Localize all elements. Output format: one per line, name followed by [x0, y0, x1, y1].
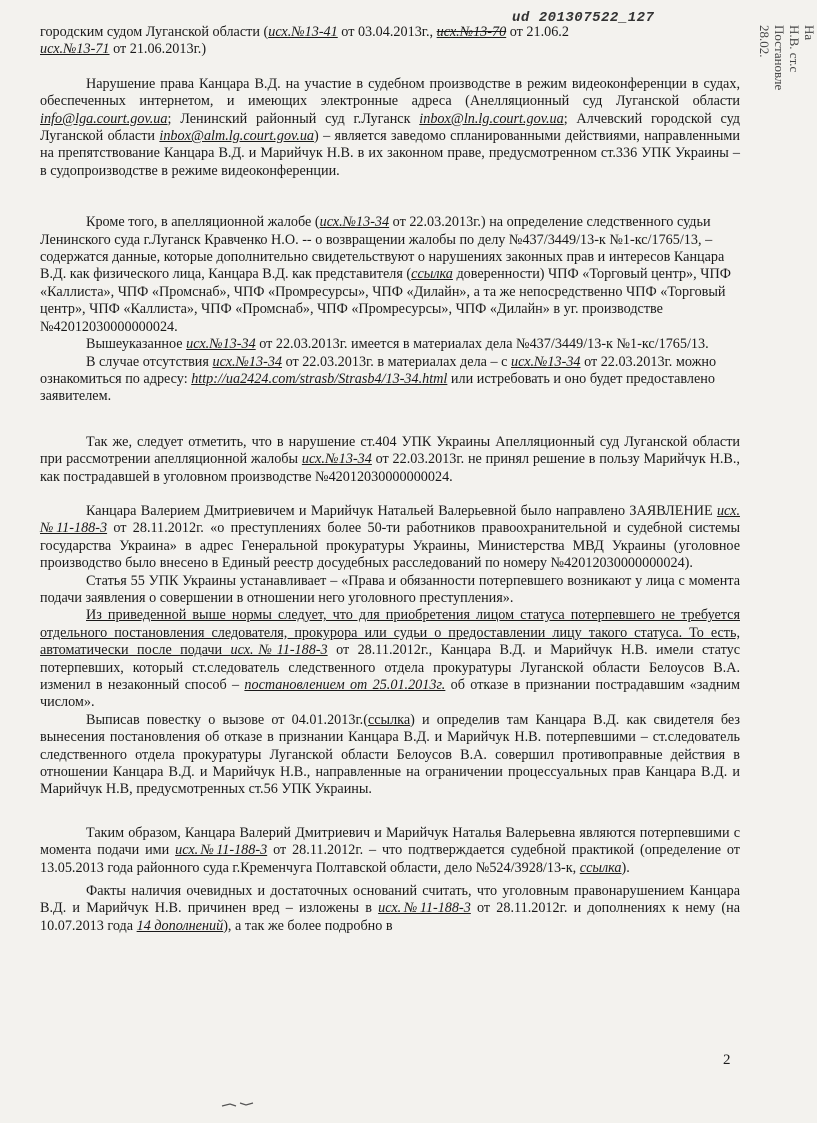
- paragraph-8: Статья 55 УПК Украины устанавливает – «Права и обязанности потерпевшего возникают у лица с момента подачи заявления о совершении в отношении него уголовного преступления».: [40, 572, 740, 606]
- paragraph-7: Канцара Валерием Дмитриевичем и Марийчук Натальей Валерьевной было направлено ЗАЯВЛЕНИЕ исх.№11-188-3 от 28.11.2012г. «о преступлениях более 50-ти работников правоохранительной и судебной системы государства Украина» в адрес Генеральной прокуратуры Украины, Министерства МВД Украины (уголовное производство было внесено в Единый реестр досудебных расследований по номеру №42012030000000024).: [40, 502, 740, 572]
- paragraph-5: В случае отсутствия исх.№13-34 от 22.03.2013г. в материалах дела – с исх.№13-34 от 22.03.2013г. можно ознакомиться по адресу: http://ua2424.com/strasb/Strasb4/13-34.html или истребовать и оно будет предоставлено заявителем.: [40, 353, 717, 405]
- reference-link[interactable]: исх.№11-188-3: [40, 502, 740, 537]
- reference-link[interactable]: исх.№13-34: [301, 451, 372, 468]
- reference-link[interactable]: 14 дополнений: [136, 917, 224, 934]
- margin-text-line: Нa: [802, 25, 817, 41]
- reference-link[interactable]: исх.№13-34: [212, 353, 283, 370]
- email-link[interactable]: inbox@alm.lg.court.gov.ua: [159, 128, 315, 145]
- reference-link[interactable]: исх.№13-34: [319, 214, 390, 231]
- paragraph-1: городским судом Луганской области (исх.№13-41 от 03.04.2013г., исх.№13-70 от 21.06.2 исх.№13-71 от 21.06.2013г.): [40, 24, 569, 58]
- reference-link[interactable]: исх.№13-34: [510, 353, 581, 370]
- paragraph-9: Из приведенной выше нормы следует, что для приобретения лицом статуса потерпевшего не требуется отдельного постановления следователя, прокурора или судьи о предоставлении лицу такого статуса. То есть, автоматически после подачи исх.№11-188-3 от 28.11.2012г., Канцара В.Д. и Марийчук Н.В. имели статус потерпевших, который ст.следователь следственного отдела прокуратуры Луганской области Белоусов В.А. изменил в незаконный способ – постановлением от 25.01.2013г. об отказе в признании пострадавшим «задним числом».: [40, 607, 740, 711]
- reference-link[interactable]: исх.№11-188-3: [378, 900, 471, 917]
- reference-link[interactable]: исх.№11-188-3: [175, 842, 268, 859]
- email-link[interactable]: info@lga.court.gov.ua: [40, 110, 168, 127]
- url-link[interactable]: http://ua2424.com/strasb/Strasb4/13-34.html: [191, 370, 448, 387]
- paragraph-12: Факты наличия очевидных и достаточных оснований считать, что уголовным правонарушением Канцара В.Д. и Марийчук Н.В. причинен вред – изложены в исх.№11-188-3 от 28.11.2012г. и дополнениях к нему (на 10.07.2013 года 14 дополнений), а так же более подробно в: [40, 883, 740, 934]
- page-number: 2: [723, 1052, 731, 1068]
- paragraph-10: Выписав повестку о вызове от 04.01.2013г.(ссылка) и определив там Канцара В.Д. как свидетеля без вынесения постановления об отказе в признании Канцара В.Д. и Марийчук Н.В. потерпевшими – ст.следователь следственного отдела прокуратуры Луганской области Белоусов В.А. совершил противоправные действия в отношении Канцара В.Д. и Марийчук Н.В., направленные на ограничении процессуальных прав Канцара В.Д. и Марийчук Н.В, предусмотренных ст.56 УПК Украины.: [40, 711, 740, 798]
- reference-link[interactable]: ссылка: [579, 859, 622, 876]
- paragraph-2: Нарушение права Канцара В.Д. на участие в судебном производстве в режим видеоконференции в судах, обеспеченных интернетом, и имеющих электронные адреса (Анелляционный суд Луганской области info@lga.court.gov.ua; Ленинский районный суд г.Луганск inbox@ln.lg.court.gov.ua; Алчевский городской суд Луганской области inbox@alm.lg.court.gov.ua) – является заведомо спланированными действиями, направленными на препятствование Канцара В.Д. и Марийчук Н.В. в их законном праве, предусмотренном ст.336 УПК Украины – в судопроизводстве в режиме видеоконференции.: [40, 75, 740, 179]
- reference-link[interactable]: исх.№13-41: [268, 24, 338, 40]
- reference-link[interactable]: исх.№13-71: [40, 41, 110, 58]
- paragraph-6: Так же, следует отметить, что в нарушение ст.404 УПК Украины Апелляционный суд Луганской области при рассмотрении апелляционной жалобы исх.№13-34 от 22.03.2013г. не принял решение в пользу Марийчук Н.В., как пострадавшей в уголовном производстве №42012030000000024.: [40, 433, 740, 485]
- margin-text-line: Н.В. ст.с: [787, 25, 802, 73]
- scan-smudge-mark: [220, 1098, 256, 1110]
- reference-link[interactable]: исх.№13-70: [436, 24, 507, 40]
- reference-link[interactable]: исх.№11-188-3: [230, 642, 328, 659]
- reference-link[interactable]: исх.№13-34: [186, 336, 256, 353]
- email-link[interactable]: inbox@ln.lg.court.gov.ua: [419, 110, 564, 127]
- reference-link[interactable]: ссылка: [411, 266, 453, 283]
- registration-stamp: ud 201307522_127: [512, 10, 655, 26]
- reference-link[interactable]: ссылка: [367, 711, 411, 728]
- document-body: [40, 24, 740, 935]
- margin-text-line: Постановле: [772, 25, 787, 91]
- reference-link[interactable]: постановлением от 25.01.2013г.: [244, 677, 446, 693]
- margin-text-line: 28.02.: [757, 25, 772, 58]
- bleed-through-margin-text: [742, 0, 817, 160]
- paragraph-11: Таким образом, Канцара Валерий Дмитриевич и Марийчук Наталья Валерьевна являются потерпевшими с момента подачи ими исх.№11-188-3 от 28.11.2012г. – что подтверждается судебной практикой (определение от 13.05.2013 года районного суда г.Кременчуга Полтавской области, дело №524/3928/13-к, ссылка).: [40, 824, 740, 876]
- paragraph-3: Кроме того, в апелляционной жалобе (исх.№13-34 от 22.03.2013г.) на определение следственного судьи Ленинского суда г.Луганск Кравченко Н.О. -- о возвращении жалобы по делу №437/3449/13-к №1-кс/1765/13, – содержатся данные, которые дополнительно свидетельствуют о нарушениях законных прав и интересов Канцара В.Д. как физического лица, Канцара В.Д. как представителя (ссылка доверенности) ЧПФ «Торговый центр», ЧПФ «Каллиста», ЧПФ «Промснаб», ЧПФ «Промресурсы», ЧПФ «Дилайн», а та же непосредственно ЧПФ «Торговый центр», ЧПФ «Каллиста», ЧПФ «Промснаб», ЧПФ «Промресурсы», ЧПФ «Дилайн» в уг. производстве №42012030000000024.: [40, 214, 731, 335]
- paragraph-4: Вышеуказанное исх.№13-34 от 22.03.2013г. имеется в материалах дела №437/3449/13-к №1-кс/1765/13.: [86, 336, 709, 353]
